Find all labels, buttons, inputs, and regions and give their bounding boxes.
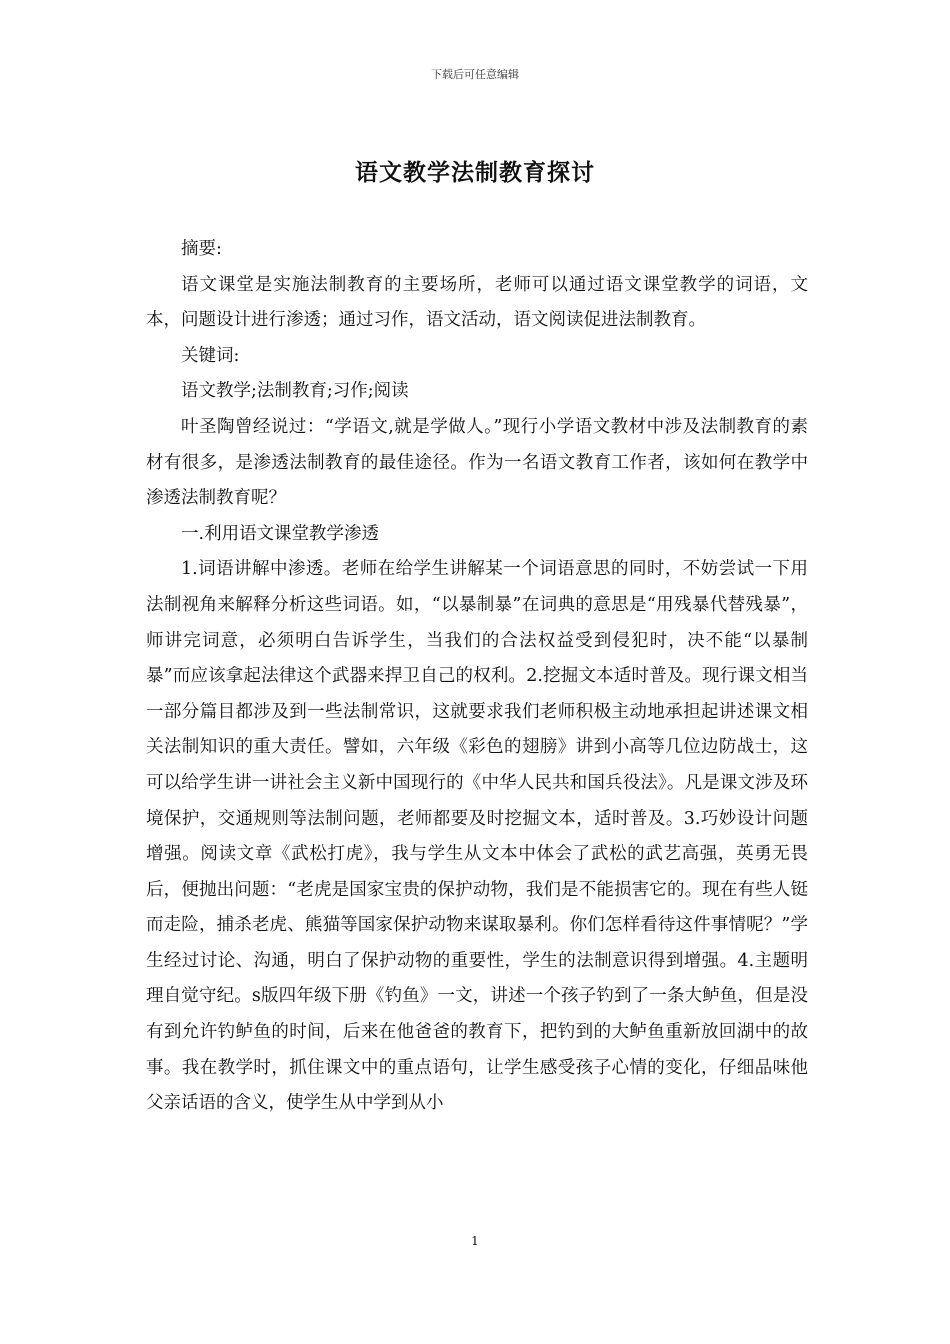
abstract-label: 摘要: [181,239,222,259]
document-title: 语文教学法制教育探讨 [355,159,595,186]
abstract-text: 语文课堂是实施法制教育的主要场所，老师可以通过语文课堂教学的词语，文本，问题设计进行渗透；通过习作，语文活动，语文阅读促进法制教育。 [146,274,808,331]
keywords-text: 语文教学;法制教育;习作;阅读 [181,381,409,402]
keywords-label: 关键词: [181,345,240,366]
body-paragraph: 1.词语讲解中渗透。老师在给学生讲解某一个词语意思的同时，不妨尝试一下用法制视角来解释分析这些词语。如，“以暴制暴”在词典的意思是“用残暴代替残暴”，师讲完词意，必须明白告诉学生，当我们的合法权益受到侵犯时，决不能“以暴制暴”而应该拿起法律这个武器来捍卫自己的权利。2.挖掘文本适时普及。现行课文相当一部分篇目都涉及到一些法制常识，这就要求我们老师积极主动地承担起讲述课文相关法制知识的重大责任。譬如，六年级《彩色的翅膀》讲到小高等几位边防战士，这可以给学生讲一讲社会主义新中国现行的《中华人民共和国兵役法》。凡是课文涉及环境保护，交通规则等法制问题，老师都要及时挖掘文本，适时普及。3.巧妙设计问题增强。阅读文章《武松打虎》，我与学生从文本中体会了武松的武艺高强，英勇无畏后，便抛出问题：“老虎是国家宝贵的保护动物，我们是不能损害它的。现在有些人铤而走险，捕杀老虎、熊猫等国家保护动物来谋取暴利。你们怎样看待这件事情呢？”学生经过讨论、沟通，明白了保护动物的重要性，学生的法制意识得到增强。4.主题明理自觉守纪。s版四年级下册《钓鱼》一文，讲述一个孩子钓到了一条大鲈鱼，但是没有到允许钓鲈鱼的时间，后来在他爸爸的教育下，把钓到的大鲈鱼重新放回湖中的故事。我在教学时，抓住课文中的重点语句，让学生感受孩子心情的变化，仔细品味他父亲话语的含义，使学生从中学到从小 [146,559,808,1114]
page-header: 下载后可任意编辑 [431,68,519,81]
document-body [146,232,808,1122]
intro-paragraph: 叶圣陶曾经说过：“学语文,就是学做人。”现行小学语文教材中涉及法制教育的素材有很多，是渗透法制教育的最佳途径。作为一名语文教育工作者，该如何在教学中渗透法制教育呢？ [146,416,808,509]
section-heading: 一.利用语文课堂教学渗透 [181,523,380,544]
page-number: 1 [471,1234,479,1248]
